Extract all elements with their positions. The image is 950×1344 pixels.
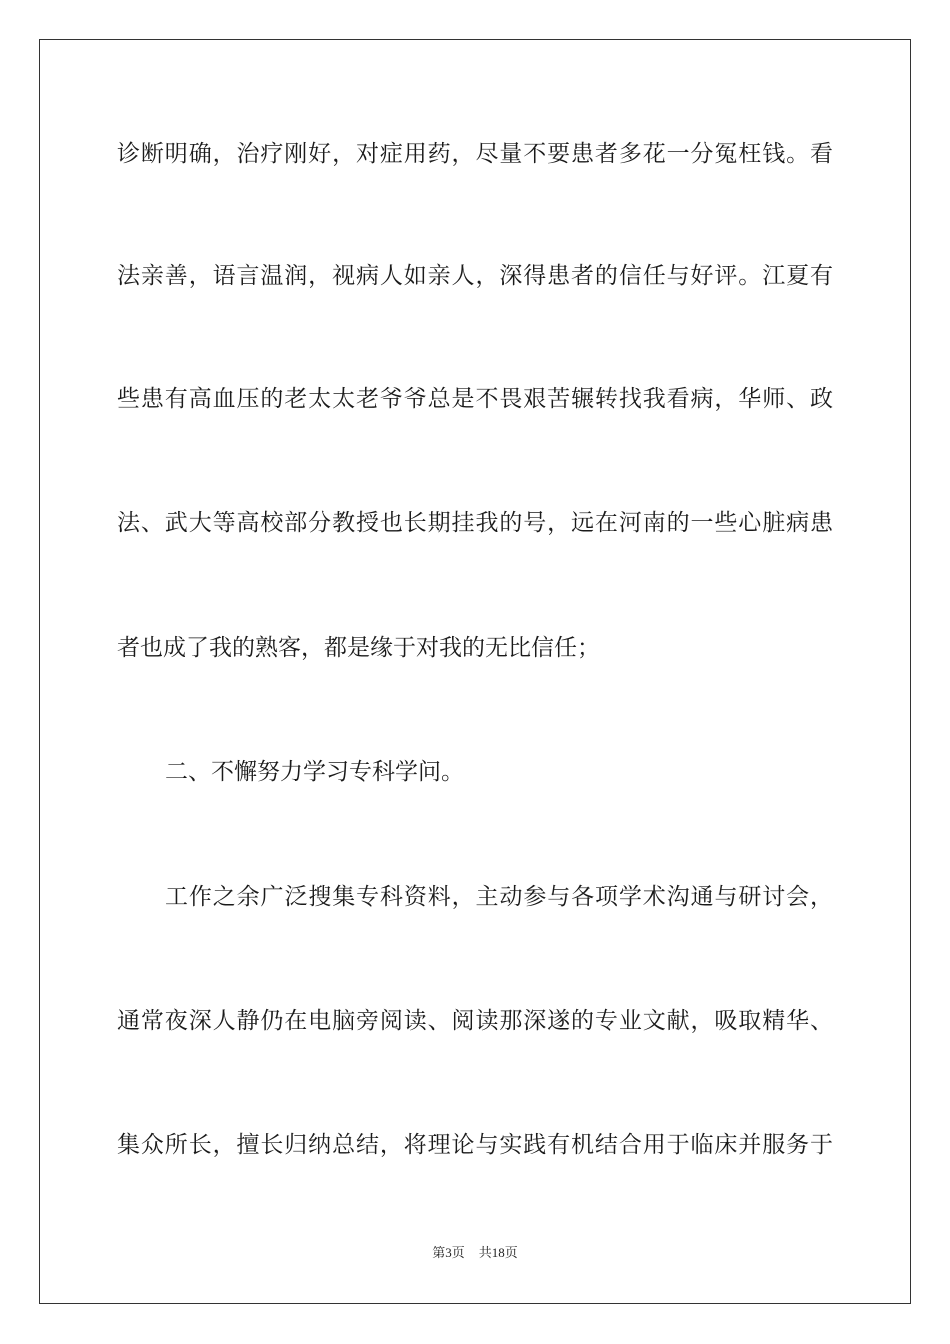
body-text-line: 诊断明确，治疗刚好，对症用药，尽量不要患者多花一分冤枉钱。看 (117, 141, 833, 167)
body-text-line: 集众所长，擅长归纳总结，将理论与实践有机结合用于临床并服务于 (117, 1132, 833, 1158)
body-text-line: 者也成了我的熟客，都是缘于对我的无比信任； (117, 635, 600, 661)
body-text-line: 工作之余广泛搜集专科资料，主动参与各项学术沟通与研讨会， (165, 884, 833, 910)
page-footer (0, 1244, 950, 1262)
body-text-line: 法、武大等高校部分教授也长期挂我的号，远在河南的一些心脏病患 (117, 510, 833, 536)
body-text-line: 通常夜深人静仍在电脑旁阅读、阅读那深遂的专业文献，吸取精华、 (117, 1008, 833, 1034)
body-text-line: 些患有高血压的老太太老爷爷总是不畏艰苦辗转找我看病，华师、政 (117, 386, 833, 412)
total-pages: 共18页 (478, 1245, 518, 1260)
page-border (39, 39, 911, 1304)
body-text-line: 法亲善，语言温润，视病人如亲人，深得患者的信任与好评。江夏有 (117, 263, 833, 289)
page-number: 第3页 (432, 1245, 465, 1260)
section-heading: 二、不懈努力学习专科学问。 (165, 759, 464, 785)
